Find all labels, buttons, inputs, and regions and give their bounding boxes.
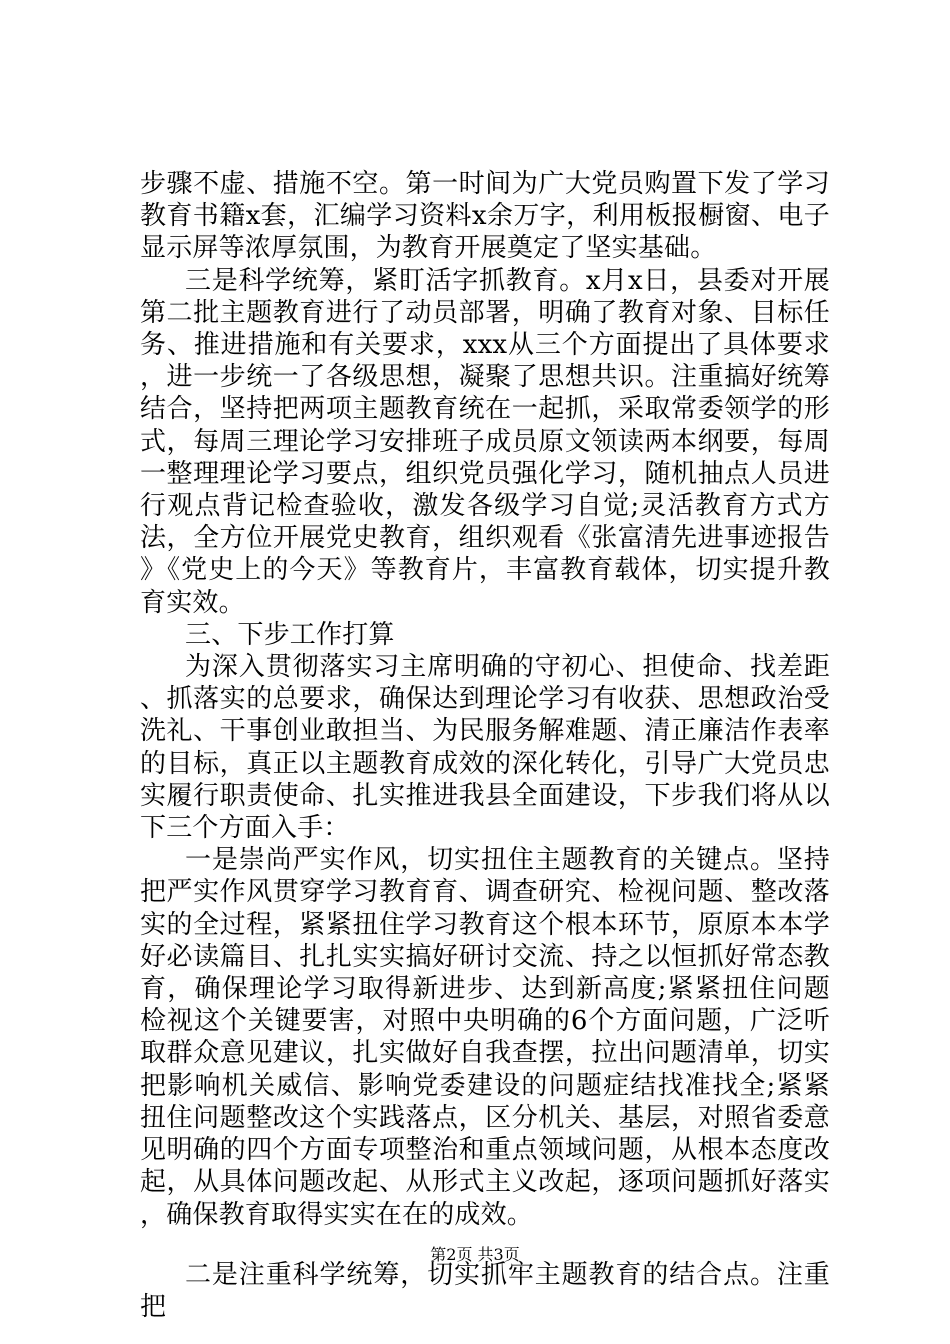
paragraph-continuation: 步骤不虚、措施不空。第一时间为广大党员购置下发了学习教育书籍x套，汇编学习资料x余万字，利用板报橱窗、电子显示屏等浓厚氛围，为教育开展奠定了坚实基础。 xyxy=(140,169,830,264)
section-heading-next-steps: 三、下步工作打算 xyxy=(185,619,395,650)
paragraph-intro-next-steps: 为深入贯彻落实习主席明确的守初心、担使命、找差距、抓落实的总要求，确保达到理论学习有收获、思想政治受洗礼、干事创业敢担当、为民服务解难题、清正廉洁作表率的目标，真正以主题教育成效的深化转化，引导广大党员忠实履行职责使命、扎实推进我县全面建设，下步我们将从以下三个方面入手： xyxy=(140,652,830,844)
paragraph-point-two: 二是注重科学统筹，切实抓牢主题教育的结合点。注重把 xyxy=(140,1259,830,1322)
document-body xyxy=(140,168,830,1323)
paragraph-point-three: 三是科学统筹，紧盯活字抓教育。x月x日，县委对开展第二批主题教育进行了动员部署，明确了教育对象、目标任务、推进措施和有关要求，xxx从三个方面提出了具体要求，进一步统一了各级思想，凝聚了思想共识。注重搞好统筹结合，坚持把两项主题教育统在一起抓，采取常委领学的形式，每周三理论学习安排班子成员原文领读两本纲要，每周一整理理论学习要点，组织党员强化学习，随机抽点人员进行观点背记检查验收，激发各级学习自觉;灵活教育方式方法，全方位开展党史教育，组织观看《张富清先进事迹报告》《党史上的今天》等教育片，丰富教育载体，切实提升教育实效。 xyxy=(140,265,830,618)
paragraph-point-one: 一是崇尚严实作风，切实扭住主题教育的关键点。坚持把严实作风贯穿学习教育育、调查研究、检视问题、整改落实的全过程，紧紧扭住学习教育这个根本环节，原原本本学好必读篇目、扎扎实实搞好研讨交流、持之以恒抓好常态教育，确保理论学习取得新进步、达到新高度;紧紧扭住问题检视这个关键要害，对照中央明确的6个方面问题，广泛听取群众意见建议，扎实做好自我查摆，拉出问题清单，切实把影响机关威信、影响党委建设的问题症结找准找全;紧紧扭住问题整改这个实践落点，区分机关、基层，对照省委意见明确的四个方面专项整治和重点领域问题，从根本态度改起，从具体问题改起、从形式主义改起，逐项问题抓好落实，确保教育取得实实在在的成效。 xyxy=(140,845,830,1230)
page-footer: 第2页 共3页 xyxy=(430,1245,520,1264)
